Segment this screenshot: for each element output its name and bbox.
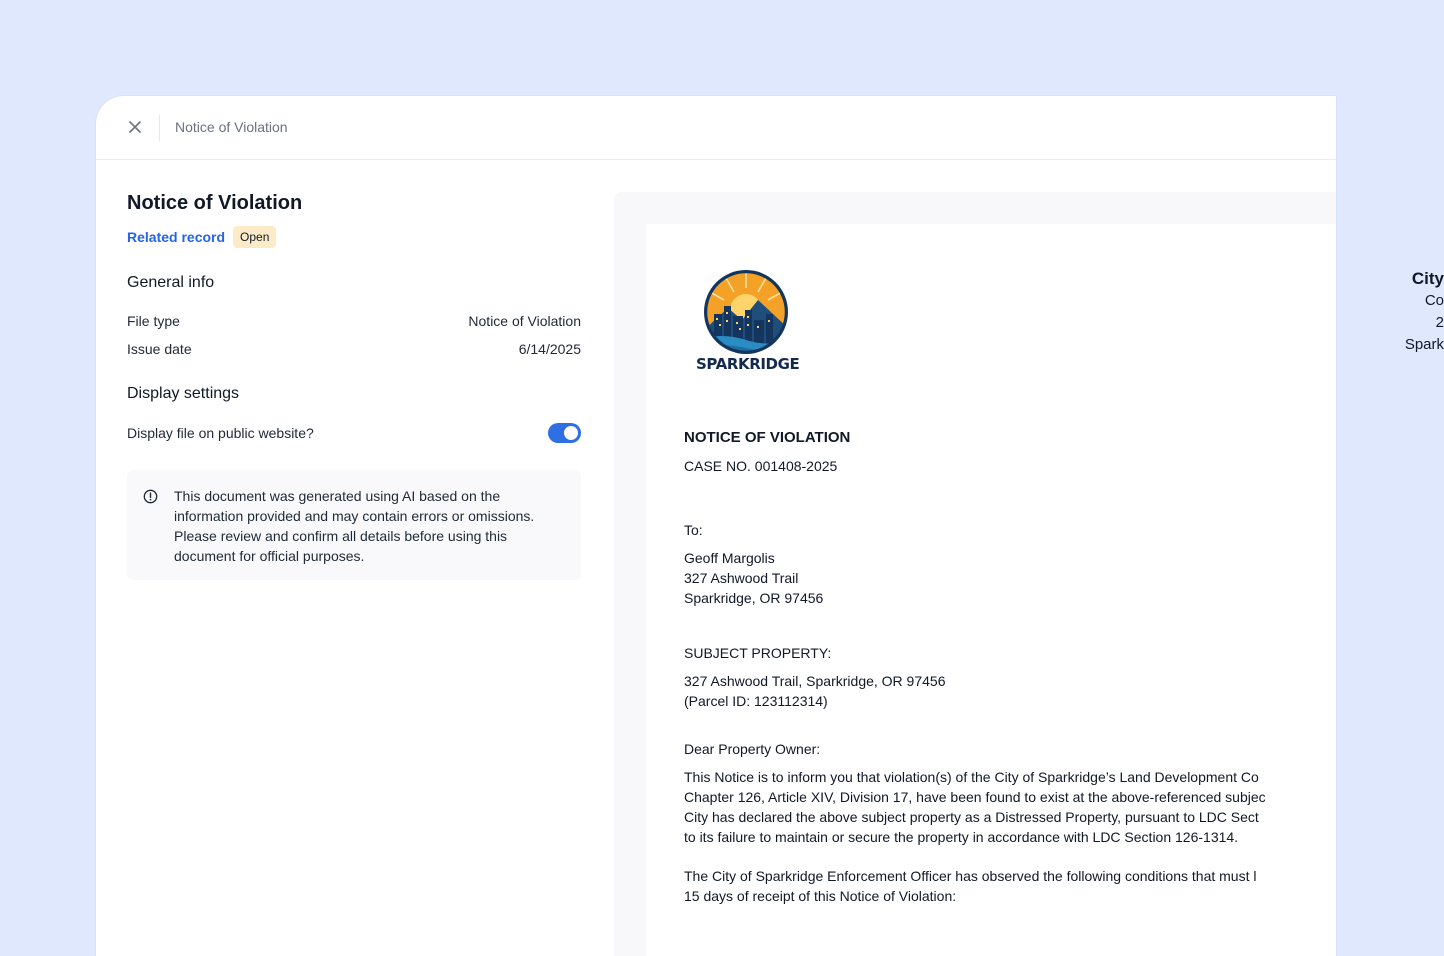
header-title: Notice of Violation (175, 119, 288, 135)
ai-disclaimer-line: Please review and confirm all details before using this (174, 528, 508, 544)
paragraph-line: This Notice is to inform you that violation(s) of the City of Sparkridge’s Land Development Co (684, 769, 1259, 785)
paragraph-line: The City of Sparkridge Enforcement Officer has observed the following conditions that must l (684, 868, 1257, 884)
city-logo (696, 270, 800, 380)
file-type-label: File type (127, 313, 180, 329)
public-display-toggle[interactable] (548, 423, 581, 443)
logo-wordmark: SPARKRIDGE (696, 355, 800, 373)
subject-line: 327 Ashwood Trail, Sparkridge, OR 97456 (684, 673, 946, 689)
subject-label: SUBJECT PROPERTY: (684, 645, 832, 661)
issue-date-value: 6/14/2025 (518, 341, 581, 357)
document-modal (96, 96, 1444, 956)
recipient-line: 327 Ashwood Trail (684, 570, 799, 586)
letterhead-line: Spark (1404, 336, 1444, 353)
paragraph-1 (684, 767, 1266, 847)
public-display-label: Display file on public website? (127, 425, 314, 441)
details-panel (96, 161, 614, 956)
general-info-heading: General info (127, 274, 215, 291)
info-icon (143, 489, 158, 504)
ai-disclaimer (127, 470, 581, 580)
recipient-line: Geoff Margolis (684, 550, 775, 566)
subject-line: (Parcel ID: 123112314) (684, 693, 828, 709)
modal-header (96, 96, 1336, 160)
to-label: To: (684, 522, 703, 538)
case-number: CASE NO. 001408-2025 (684, 458, 838, 474)
toggle-knob (564, 426, 578, 440)
paragraph-line: City has declared the above subject property as a Distressed Property, pursuant to LDC Sect (684, 809, 1259, 825)
related-row (127, 226, 276, 248)
recipient-line: Sparkridge, OR 97456 (684, 590, 824, 606)
display-settings-heading: Display settings (127, 385, 240, 402)
subject-property (684, 671, 946, 711)
recipient-block (684, 548, 823, 608)
letterhead-line: Co (1424, 292, 1444, 309)
paragraph-2 (684, 866, 1256, 906)
paragraph-line: Chapter 126, Article XIV, Division 17, have been found to exist at the above-referenced subjec (684, 789, 1266, 805)
file-type-row (127, 313, 581, 329)
header-divider (159, 115, 160, 141)
close-icon (129, 121, 141, 133)
close-button[interactable] (124, 116, 146, 138)
paragraph-line: 15 days of receipt of this Notice of Violation: (684, 888, 957, 904)
public-display-row (127, 423, 581, 443)
salutation: Dear Property Owner: (684, 741, 821, 757)
document-page (646, 224, 1444, 956)
status-badge: Open (233, 226, 276, 248)
related-record-link[interactable]: Related record (127, 229, 226, 245)
file-type-value: Notice of Violation (468, 313, 581, 329)
panel-title: Notice of Violation (127, 192, 303, 214)
letterhead-line: 2 (1435, 314, 1444, 331)
letterhead-line: City (1411, 269, 1444, 288)
document-preview[interactable] (614, 192, 1444, 956)
ai-disclaimer-line: document for official purposes. (174, 548, 365, 564)
letterhead (1244, 268, 1444, 356)
ai-disclaimer-line: This document was generated using AI based on the (174, 488, 501, 504)
paragraph-line: to its failure to maintain or secure the property in accordance with LDC Section 126-1314. (684, 829, 1239, 845)
issue-date-row (127, 341, 581, 357)
issue-date-label: Issue date (127, 341, 192, 357)
document-heading: NOTICE OF VIOLATION (684, 429, 851, 446)
ai-disclaimer-line: information provided and may contain errors or omissions. (174, 508, 535, 524)
city-seal-icon (696, 270, 796, 356)
